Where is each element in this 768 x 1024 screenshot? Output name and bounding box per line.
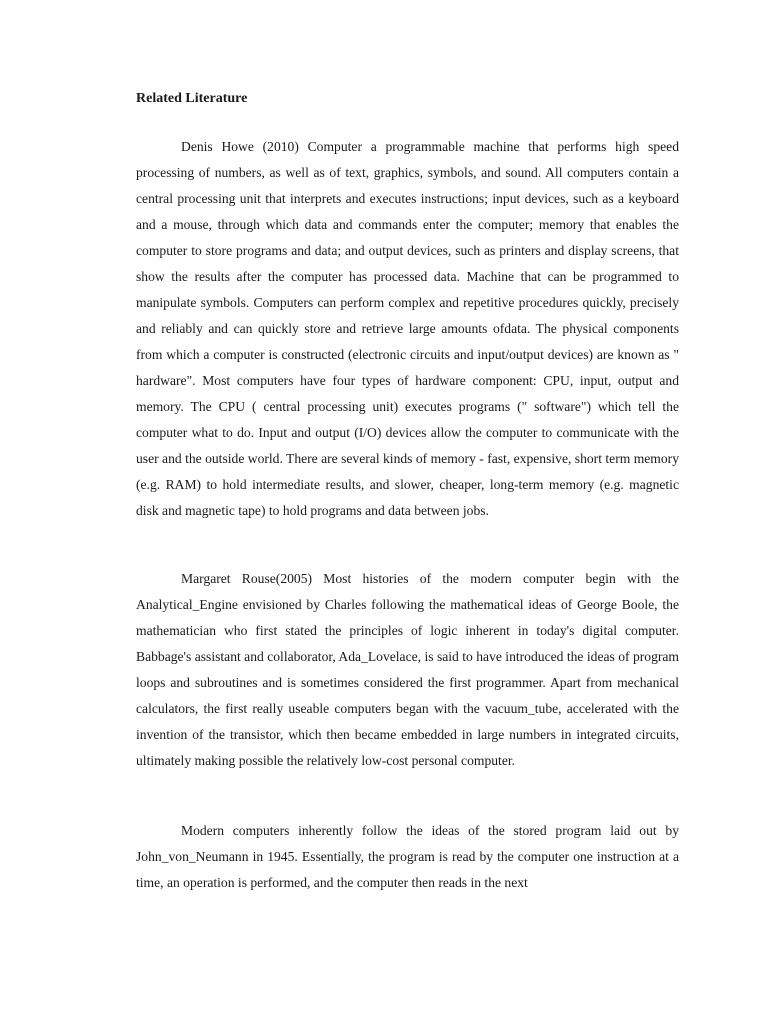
paragraph-von-neumann: Modern computers inherently follow the ideas of the stored program laid out by John_von_Neumann in 1945. Essentially, the program is read by the computer one instruction at a time, an operation is performed, and the computer then reads in the next (136, 823, 679, 890)
paragraph-howe: Denis Howe (2010) Computer a programmable machine that performs high speed processing of numbers, as well as of text, graphics, symbols, and sound. All computers contain a central processing unit that interprets and executes instructions; input devices, such as a keyboard and a mouse, through which data and commands enter the computer; memory that enables the computer to store programs and data; and output devices, such as printers and display screens, that show the results after the computer has processed data. Machine that can be programmed to manipulate symbols. Computers can perform complex and repetitive procedures quickly, precisely and reliably and can quickly store and retrieve large amounts ofdata. The physical components from which a computer is constructed (electronic circuits and input/output devices) are known as " hardware". Most computers have four types of hardware component: CPU, input, output and memory. The CPU ( central processing unit) executes programs (" software") which tell the computer what to do. Input and output (I/O) devices allow the computer to communicate with the user and the outside world. There are several kinds of memory - fast, expensive, short term memory (e.g. RAM) to hold intermediate results, and slower, cheaper, long-term memory (e.g. magnetic disk and magnetic tape) to hold programs and data between jobs. (136, 139, 679, 518)
paragraph-rouse: Margaret Rouse(2005) Most histories of the modern computer begin with the Analytical_Engine envisioned by Charles following the mathematical ideas of George Boole, the mathematician who first stated the principles of logic inherent in today's digital computer. Babbage's assistant and collaborator, Ada_Lovelace, is said to have introduced the ideas of program loops and subroutines and is sometimes considered the first programmer. Apart from mechanical calculators, the first really useable computers began with the vacuum_tube, accelerated with the invention of the transistor, which then became embedded in large numbers in integrated circuits, ultimately making possible the relatively low-cost personal computer. (136, 571, 679, 768)
section-heading: Related Literature (136, 91, 248, 106)
